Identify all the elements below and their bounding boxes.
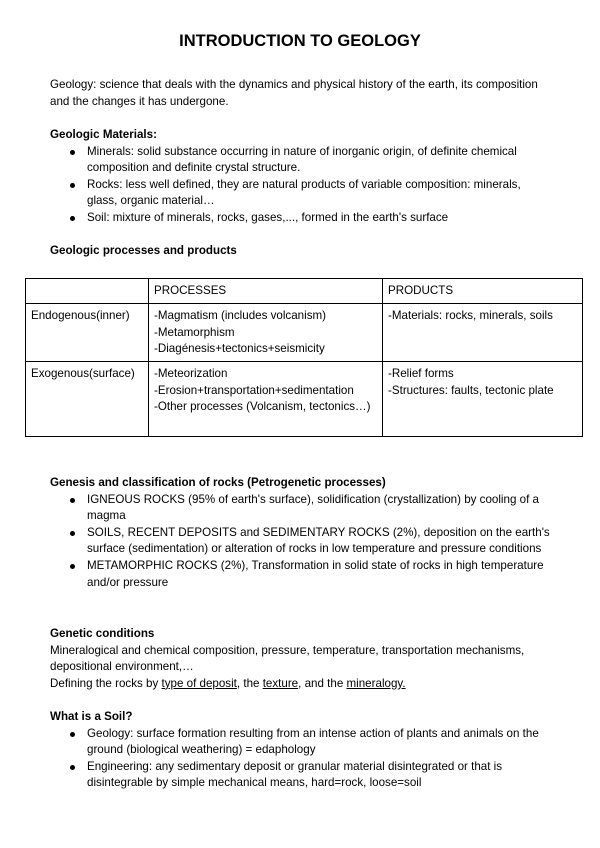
texture-link[interactable]: texture: [262, 676, 299, 690]
materials-section: [50, 127, 550, 227]
list-item: SOILS, RECENT DEPOSITS and SEDIMENTARY ROCKS (2%), deposition on the earth's surface (sedimentation) or alteration of rocks in low temperature and pressure conditions: [50, 525, 550, 558]
list-item: IGNEOUS ROCKS (95% of earth's surface), solidification (crystallization) by cooling of a magma: [50, 492, 550, 525]
intro-section: [50, 77, 550, 110]
page-title: INTRODUCTION TO GEOLOGY: [179, 32, 421, 50]
genetic-paragraph: Mineralogical and chemical composition, pressure, temperature, transportation mechanisms, depositional environment,…: [50, 643, 525, 674]
bullet-icon: [70, 531, 75, 536]
table-row: [26, 304, 583, 362]
bullet-icon: [70, 216, 75, 221]
genesis-heading: Genesis and classification of rocks (Petrogenetic processes): [50, 476, 386, 489]
table-header-row: [26, 279, 583, 304]
bullet-icon: [70, 498, 75, 503]
materials-list: [50, 144, 550, 227]
list-item: Geology: surface formation resulting from an intense action of plants and animals on the ground (biological weathering) = edaphology: [50, 726, 550, 759]
products-cell: -Relief forms -Structures: faults, tectonic plate: [383, 362, 583, 437]
genesis-section: [50, 475, 550, 591]
processes-cell: -Magmatism (includes volcanism) -Metamorphism -Diagénesis+tectonics+seismicity: [149, 304, 383, 362]
mineralogy-link[interactable]: mineralogy.: [346, 676, 406, 690]
defining-paragraph: Defining the rocks by type of deposit, the texture, and the mineralogy.: [50, 676, 406, 690]
list-item: Soil: mixture of minerals, rocks, gases,..., formed in the earth's surface: [50, 210, 550, 227]
type-of-deposit-link[interactable]: type of deposit: [161, 676, 237, 690]
intro-paragraph: Geology: science that deals with the dynamics and physical history of the earth, its composition and the changes it has undergone.: [50, 78, 538, 108]
bullet-icon: [70, 765, 75, 770]
row-label-cell: Exogenous(surface): [26, 362, 149, 437]
list-item: Engineering: any sedimentary deposit or granular material disintegrated or that is disintegrable by simple mechanical means, hard=rock, loose=soil: [50, 759, 550, 792]
table-header-cell: PROCESSES: [149, 279, 383, 304]
processes-table: [25, 278, 583, 437]
processes-section: [50, 243, 550, 260]
bullet-icon: [70, 732, 75, 737]
list-item: METAMORPHIC ROCKS (2%), Transformation in solid state of rocks in high temperature and/or pressure: [50, 558, 550, 591]
products-cell: -Materials: rocks, minerals, soils: [383, 304, 583, 362]
soil-heading: What is a Soil?: [50, 710, 133, 723]
bullet-icon: [70, 564, 75, 569]
processes-cell: -Meteorization -Erosion+transportation+sedimentation -Other processes (Volcanism, tectonics…): [149, 362, 383, 437]
bullet-icon: [70, 183, 75, 188]
materials-heading: Geologic Materials:: [50, 128, 157, 141]
genetic-heading: Genetic conditions: [50, 627, 155, 640]
genesis-list: [50, 492, 550, 592]
table-row: [26, 362, 583, 437]
table-header-cell: PRODUCTS: [383, 279, 583, 304]
genetic-section: [50, 626, 550, 692]
list-item: Rocks: less well defined, they are natural products of variable composition: minerals, glass, organic material…: [50, 177, 550, 210]
list-item: Minerals: solid substance occurring in nature of inorganic origin, of definite chemical composition and definite crystal structure.: [50, 144, 550, 177]
bullet-icon: [70, 150, 75, 155]
processes-heading: Geologic processes and products: [50, 244, 237, 257]
table-header-cell: [26, 279, 149, 304]
row-label-cell: Endogenous(inner): [26, 304, 149, 362]
soil-section: [50, 709, 550, 792]
soil-list: [50, 726, 550, 792]
